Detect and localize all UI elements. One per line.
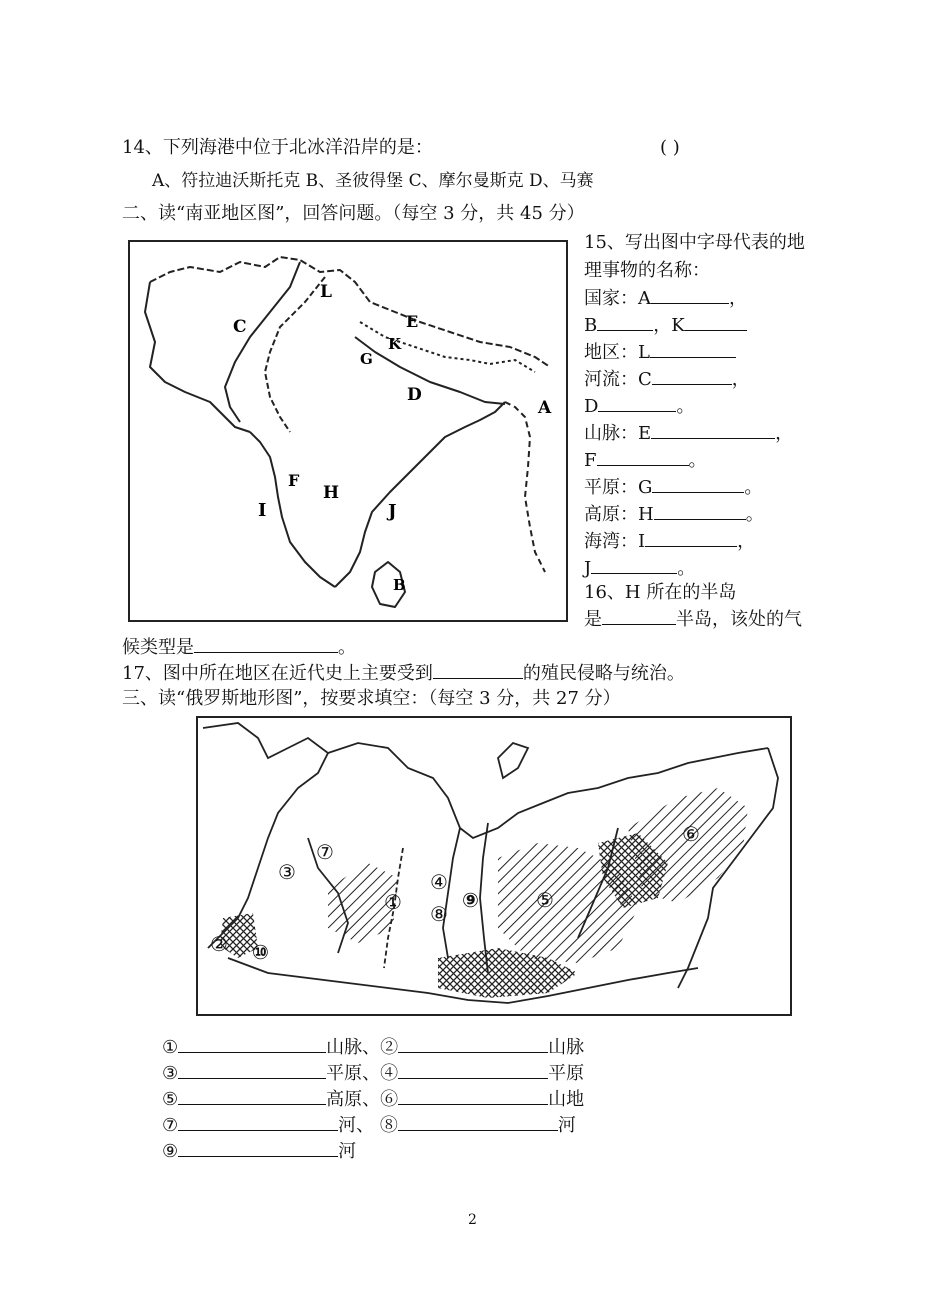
blank-9[interactable]: [178, 1138, 338, 1157]
map2-num-3: ③: [278, 860, 296, 884]
q15-bay-j: J 。: [584, 555, 695, 582]
q14-answer-paren: ( ): [660, 137, 680, 158]
blank-peninsula[interactable]: [602, 606, 676, 625]
blank-7[interactable]: [178, 1112, 338, 1131]
blank-b[interactable]: [597, 312, 653, 331]
blank-c[interactable]: [652, 366, 732, 385]
q15-river-d: D 。: [584, 393, 694, 420]
map2-num-1: ①: [384, 890, 402, 914]
blank-colonizer[interactable]: [433, 660, 523, 679]
map1-label-K: K: [388, 335, 402, 353]
q16-line-1: 16、H 所在的半岛: [584, 582, 737, 603]
q15-country-a: 国家：A ，: [584, 285, 747, 312]
blank-h[interactable]: [654, 501, 746, 520]
fill-row-5: ⑨ 河: [162, 1138, 356, 1165]
q14-stem: 14、下列海港中位于北冰洋沿岸的是：: [122, 137, 433, 158]
map2-num-5: ⑤: [536, 888, 554, 912]
blank-a[interactable]: [651, 285, 729, 304]
q15-region-l: 地区：L: [584, 339, 736, 366]
fill-row-2: ③ 平原、④ 平原: [162, 1060, 584, 1087]
blank-5[interactable]: [178, 1086, 326, 1105]
blank-f[interactable]: [597, 447, 689, 466]
blank-i[interactable]: [645, 528, 737, 547]
blank-1[interactable]: [178, 1034, 326, 1053]
blank-8[interactable]: [398, 1112, 558, 1131]
map2-num-6: ⑥: [682, 822, 700, 846]
blank-4[interactable]: [398, 1060, 548, 1079]
map1-label-G: G: [360, 350, 373, 368]
page-number: 2: [468, 1212, 477, 1228]
section3-title: 三、读“俄罗斯地形图”，按要求填空：（每空 3 分，共 27 分）: [122, 688, 621, 709]
blank-d[interactable]: [598, 393, 676, 412]
blank-6[interactable]: [398, 1086, 548, 1105]
fill-row-4: ⑦ 河、 ⑧ 河: [162, 1112, 576, 1139]
map1-label-I: I: [258, 500, 267, 521]
q15-bay-i: 海湾：I ，: [584, 528, 755, 555]
map2-num-2: ②: [210, 932, 228, 956]
q15-river-c: 河流：C ，: [584, 366, 750, 393]
q15-plateau-h: 高原：H 。: [584, 501, 764, 528]
q15-country-b-k: B ，K: [584, 312, 747, 339]
blank-k[interactable]: [685, 312, 747, 331]
map2-num-8: ⑧: [430, 902, 448, 926]
blank-l[interactable]: [650, 339, 736, 358]
blank-j[interactable]: [591, 555, 677, 574]
section2-title: 二、读“南亚地区图”，回答问题。（每空 3 分，共 45 分）: [122, 203, 585, 224]
south-asia-map: [128, 240, 568, 622]
q15-mountain-f: F 。: [584, 447, 707, 474]
map1-label-F: F: [288, 471, 300, 490]
map1-label-D: D: [407, 385, 422, 405]
q17: 17、图中所在地区在近代史上主要受到 的殖民侵略与统治。: [122, 660, 685, 687]
map1-label-E: E: [406, 312, 419, 331]
blank-2[interactable]: [398, 1034, 548, 1053]
fill-row-1: ① 山脉、② 山脉: [162, 1034, 584, 1061]
south-asia-map-drawing: [130, 242, 566, 620]
q15-mountain-e: 山脉：E ，: [584, 420, 793, 447]
map2-num-9: ⑨: [462, 888, 479, 912]
russia-map: [196, 716, 792, 1016]
map1-label-B: B: [393, 576, 406, 594]
map2-num-10: ⑩: [252, 940, 269, 964]
map2-num-7: ⑦: [316, 840, 334, 864]
q14-options: A、符拉迪沃斯托克 B、圣彼得堡 C、摩尔曼斯克 D、马赛: [152, 171, 594, 191]
q15-plain-g: 平原：G 。: [584, 474, 762, 501]
q16-line-2: 是 半岛，该处的气: [584, 606, 802, 633]
q16-line-3: 候类型是 。: [122, 634, 356, 661]
map1-label-H: H: [323, 483, 340, 503]
q15-intro-2: 理事物的名称：: [584, 260, 710, 281]
map2-num-4: ④: [430, 870, 448, 894]
blank-e[interactable]: [651, 420, 775, 439]
map1-label-C: C: [233, 317, 247, 337]
blank-climate[interactable]: [194, 634, 338, 653]
q15-intro-1: 15、写出图中字母代表的地: [584, 232, 805, 253]
map1-label-A: A: [538, 398, 552, 418]
blank-3[interactable]: [178, 1060, 326, 1079]
map1-label-J: J: [388, 501, 397, 522]
map1-label-L: L: [320, 282, 332, 302]
fill-row-3: ⑤ 高原、⑥ 山地: [162, 1086, 584, 1113]
blank-g[interactable]: [652, 474, 744, 493]
